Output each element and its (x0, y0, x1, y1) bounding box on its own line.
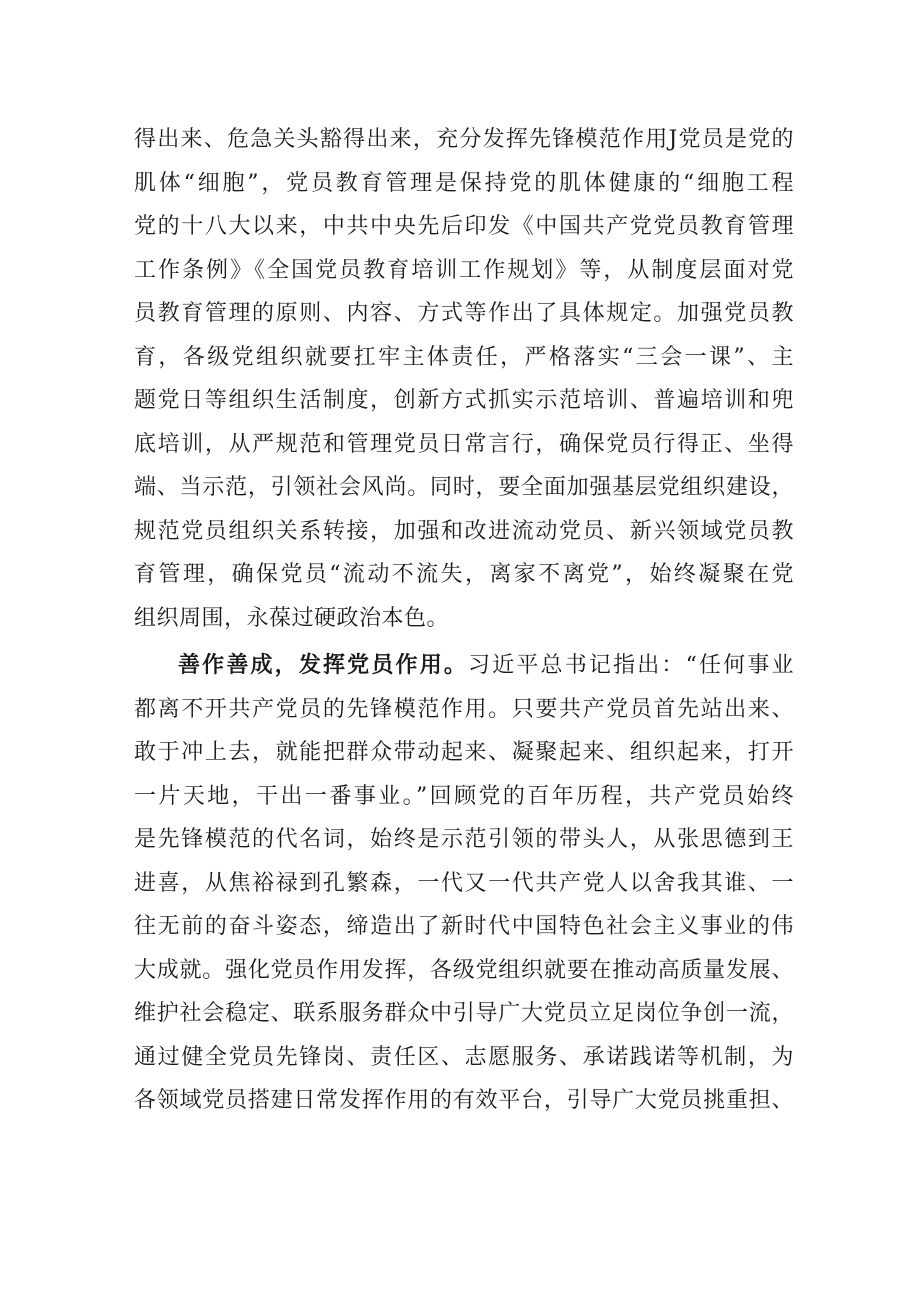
text-line: 底培训，从严规范和管理党员日常言行，确保党员行得正、坐得 (134, 431, 794, 457)
text-line: 育，各级党组织就要扛牢主体责任，严格落实“三会一课”、主 (134, 344, 794, 370)
text-line: 都离不开共产党员的先锋模范作用。只要共产党员首先站出来、 (134, 696, 794, 722)
text-line: 组织周围，永葆过硬政治本色。 (134, 605, 450, 631)
text-line: 题党日等组织生活制度，创新方式抓实示范培训、普遍培训和兜 (134, 388, 794, 413)
text-line: 育管理，确保党员“流动不流失，离家不离党”，始终凝聚在党 (134, 562, 794, 587)
text-line: 通过健全党员先锋岗、责任区、志愿服务、承诺践诺等机制，为 (134, 1044, 794, 1070)
text-line-lead (134, 644, 794, 688)
text-line: 维护社会稳定、联系服务群众中引导广大党员立足岗位争创一流， (134, 1001, 794, 1026)
text-line: 得出来、危急关头豁得出来，充分发挥先锋模范作用J党员是党的 (134, 127, 794, 152)
text-line: 往无前的奋斗姿态，缔造出了新时代中国特色社会主义事业的伟 (134, 914, 794, 939)
text-line: 是先锋模范的代名词，始终是示范引领的带头人，从张思德到王 (134, 827, 794, 852)
text-line: 工作条例》《全国党员教育培训工作规划》等，从制度层面对党 (134, 257, 794, 283)
text-line: 大成就。强化党员作用发挥，各级党组织就要在推动高质量发展、 (134, 957, 794, 983)
text-line: 端、当示范，引领社会风尚。同时，要全面加强基层党组织建设， (134, 475, 794, 500)
text-line: 肌体“细胞”，党员教育管理是保持党的肌体健康的“细胞工程 (134, 170, 794, 196)
paragraph-heading: 善作善成，发挥党员作用。 (178, 652, 469, 678)
text-line: 敢于冲上去，就能把群众带动起来、凝聚起来、组织起来，打开 (134, 740, 794, 765)
text-line: 员教育管理的原则、内容、方式等作出了具体规定。加强党员教 (134, 301, 794, 326)
text-line: 一片天地，干出一番事业。”回顾党的百年历程，共产党员始终 (134, 783, 794, 809)
text-line: 各领域党员搭建日常发挥作用的有效平台，引导广大党员挑重担、 (134, 1088, 794, 1113)
paragraph-role (134, 644, 794, 1123)
text-line: 规范党员组织关系转接，加强和改进流动党员、新兴领域党员教 (134, 518, 794, 544)
paragraph-education (134, 118, 794, 640)
text-run: 习近平总书记指出：“任何事业 (468, 653, 794, 678)
body-text (134, 118, 794, 1123)
text-line: 进喜，从焦裕禄到孔繁森，一代又一代共产党人以舍我其谁、一 (134, 870, 794, 896)
text-line: 党的十八大以来，中共中央先后印发《中国共产党党员教育管理 (134, 214, 794, 239)
